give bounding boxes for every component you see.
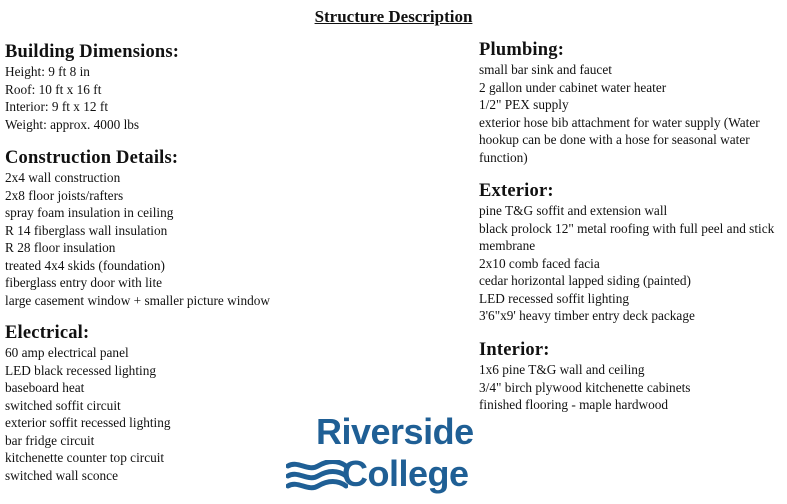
list-item: Interior: 9 ft x 12 ft xyxy=(5,99,109,114)
list-item: bar fridge circuit xyxy=(5,432,95,448)
list-item: Weight: approx. 4000 lbs xyxy=(5,116,140,132)
section-exterior xyxy=(479,180,787,325)
section-list xyxy=(479,61,784,166)
section-list xyxy=(5,169,270,309)
section-heading: Electrical: xyxy=(5,323,90,343)
list-item: exterior hose bib attachment for water supply (Water hookup can be done with a hose for seasonal water function) xyxy=(479,114,760,165)
logo-text-line-1: Riverside xyxy=(316,411,474,452)
list-item: 2x10 comb faced facia xyxy=(479,255,600,271)
list-item: black prolock 12" metal roofing with full peel and stick membrane xyxy=(479,220,775,253)
waves-icon xyxy=(286,460,348,492)
list-item: R 14 fiberglass wall insulation xyxy=(5,222,168,238)
list-item: R 28 floor insulation xyxy=(5,240,116,255)
list-item: spray foam insulation in ceiling xyxy=(5,205,174,220)
list-item: pine T&G soffit and extension wall xyxy=(479,203,668,218)
section-construction-details xyxy=(5,147,270,309)
list-item: switched soffit circuit xyxy=(5,397,121,413)
list-item: baseboard heat xyxy=(5,380,85,395)
list-item: Height: 9 ft 8 in xyxy=(5,64,90,79)
list-item: kitchenette counter top circuit xyxy=(5,450,165,465)
list-item: 2 gallon under cabinet water heater xyxy=(479,79,667,95)
section-heading: Interior: xyxy=(479,340,550,360)
section-electrical xyxy=(5,322,171,484)
section-interior xyxy=(479,339,690,414)
section-heading: Construction Details: xyxy=(5,148,179,168)
list-item: 1x6 pine T&G wall and ceiling xyxy=(479,362,645,377)
section-building-dimensions xyxy=(5,41,179,133)
list-item: LED black recessed lighting xyxy=(5,362,157,378)
list-item: small bar sink and faucet xyxy=(479,62,612,77)
list-item: 1/2" PEX supply xyxy=(479,97,569,112)
section-list xyxy=(5,63,179,133)
document-title: Structure Description xyxy=(314,7,473,26)
list-item: LED recessed soffit lighting xyxy=(479,290,630,306)
list-item: finished flooring - maple hardwood xyxy=(479,397,669,412)
list-item: 2x4 wall construction xyxy=(5,170,121,185)
list-item: cedar horizontal lapped siding (painted) xyxy=(479,273,691,288)
list-item: 3/4" birch plywood kitchenette cabinets xyxy=(479,379,691,395)
section-plumbing xyxy=(479,39,784,166)
section-list xyxy=(479,202,787,325)
list-item: fiberglass entry door with lite xyxy=(5,275,163,290)
section-heading: Building Dimensions: xyxy=(5,42,180,62)
list-item: switched wall sconce xyxy=(5,467,118,483)
logo-text-line-2: College xyxy=(342,453,469,494)
list-item: 60 amp electrical panel xyxy=(5,345,129,360)
list-item: 3'6"x9' heavy timber entry deck package xyxy=(479,308,695,323)
section-list xyxy=(5,344,171,484)
riverside-college-logo xyxy=(286,411,486,500)
list-item: large casement window + smaller picture window xyxy=(5,292,270,308)
list-item: exterior soffit recessed lighting xyxy=(5,415,171,430)
list-item: Roof: 10 ft x 16 ft xyxy=(5,81,102,97)
section-list xyxy=(479,361,690,414)
list-item: 2x8 floor joists/rafters xyxy=(5,187,124,203)
list-item: treated 4x4 skids (foundation) xyxy=(5,257,165,273)
section-heading: Exterior: xyxy=(479,181,554,201)
section-heading: Plumbing: xyxy=(479,40,565,60)
